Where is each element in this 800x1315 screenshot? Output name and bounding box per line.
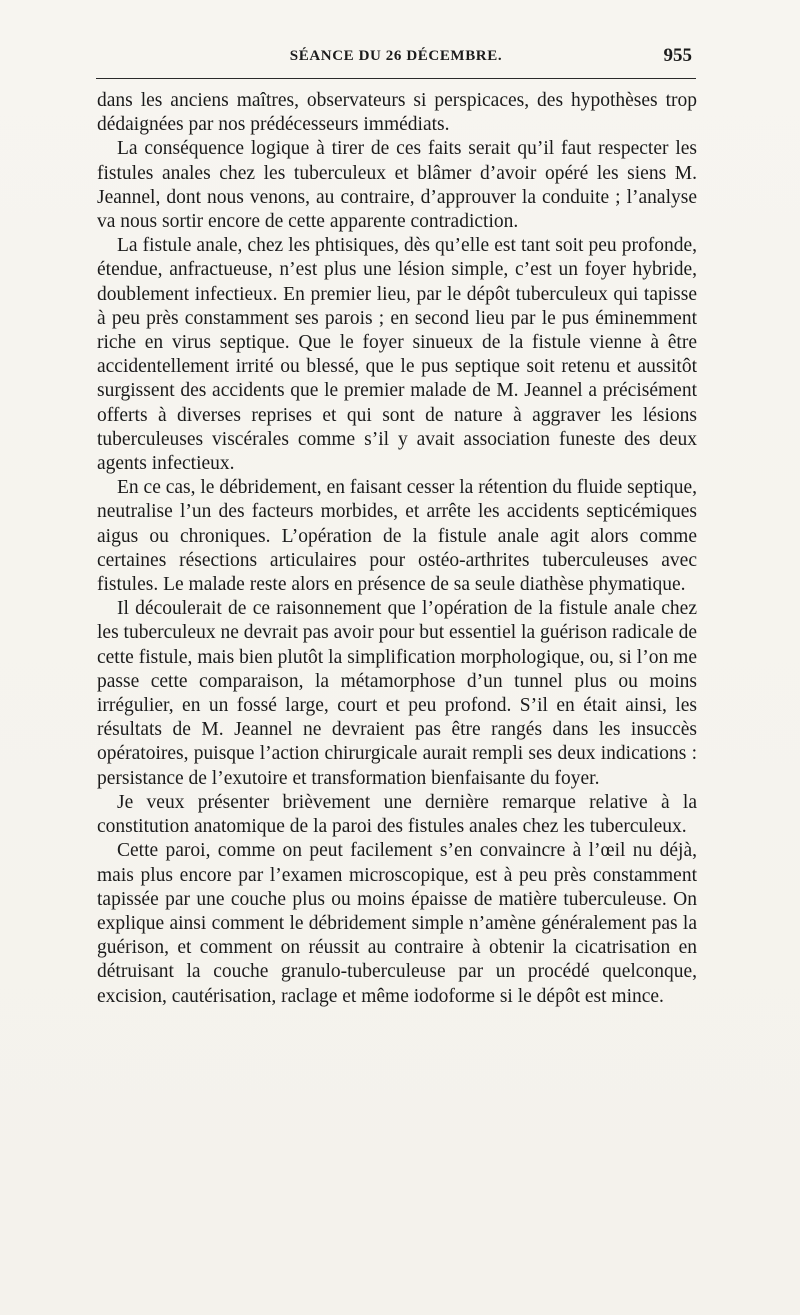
page-number: 955 (663, 45, 692, 66)
paragraph-fistule-anale: La fistule anale, chez les phtisiques, dès qu’elle est tant soit peu profonde, étendue, anfractueuse, n’est plus une lésion simple, c’est un foyer hybride, doublement infectieux. En premier lieu, par le dépôt tuberculeux qui tapisse à peu près constamment ses parois ; en second lieu par le pus éminemment riche en virus septique. Que le foyer sinueux de la fistule vienne à être accidentellement irrité ou blessé, que le pus septique soit retenu et aussitôt surgissent des accidents que le premier malade de M. Jeannel a précisément offerts à diverses reprises et qui sont de nature à aggraver les lésions tuberculeuses viscérales comme s’il y avait association funeste des deux agents infectieux. (97, 235, 697, 475)
paragraph-raisonnement: Il découlerait de ce raisonnement que l’opération de la fistule anale chez les tuberculeux ne devrait pas avoir pour but essentiel la guérison radicale de cette fistule, mais bien plutôt la simplification morphologique, ou, si l’on me passe cette comparaison, la métamorphose d’un tunnel plus ou moins irrégulier, en un fossé large, court et peu profond. S’il en était ainsi, les résultats de M. Jeannel ne devraient pas être rangés dans les insuccès opératoires, puisque l’action chirurgicale aurait rempli ses deux indications : persistance de l’exutoire et transformation bienfaisante du foyer. (97, 598, 697, 789)
body-text (97, 89, 697, 1009)
page-header (96, 45, 696, 74)
paragraph-remarque: Je veux présenter brièvement une dernière remarque relative à la constitution anatomique de la paroi des fistules anales chez les tuberculeux. (97, 791, 697, 838)
paragraph-debridement: En ce cas, le débridement, en faisant cesser la rétention du fluide septique, neutralise l’un des facteurs morbides, et arrête les accidents septicémiques aigus ou chroniques. L’opération de la fistule anale agit alors comme certaines résections articulaires pour ostéo-arthrites tuberculeuses avec fistules. Le malade reste alors en présence de sa seule diathèse phymatique. (97, 477, 697, 596)
paragraph-paroi: Cette paroi, comme on peut facilement s’en convaincre à l’œil nu déjà, mais plus encore par l’examen microscopique, est à peu près constamment tapissée par une couche plus ou moins épaisse de matière tuberculeuse. On explique ainsi comment le débridement simple n’amène généralement pas la guérison, et comment on réussit au contraire à obtenir la cicatrisation en détruisant la couche granulo-tuberculeuse par un procédé quelconque, excision, cautérisation, raclage et même iodoforme si le dépôt est mince. (97, 840, 697, 1007)
running-head: SÉANCE DU 26 DÉCEMBRE. (289, 48, 503, 64)
header-rule (96, 78, 696, 79)
paragraph-consequence: La conséquence logique à tirer de ces faits serait qu’il faut respecter les fistules anales chez les tuberculeux et blâmer d’avoir opéré les siens M. Jeannel, dont nous venons, au contraire, d’approuver la conduite ; l’analyse va nous sortir encore de cette apparente contradiction. (97, 138, 697, 233)
paragraph-continuation: dans les anciens maîtres, observateurs si perspicaces, des hypothèses trop dédaignées par nos prédécesseurs immédiats. (97, 90, 697, 136)
